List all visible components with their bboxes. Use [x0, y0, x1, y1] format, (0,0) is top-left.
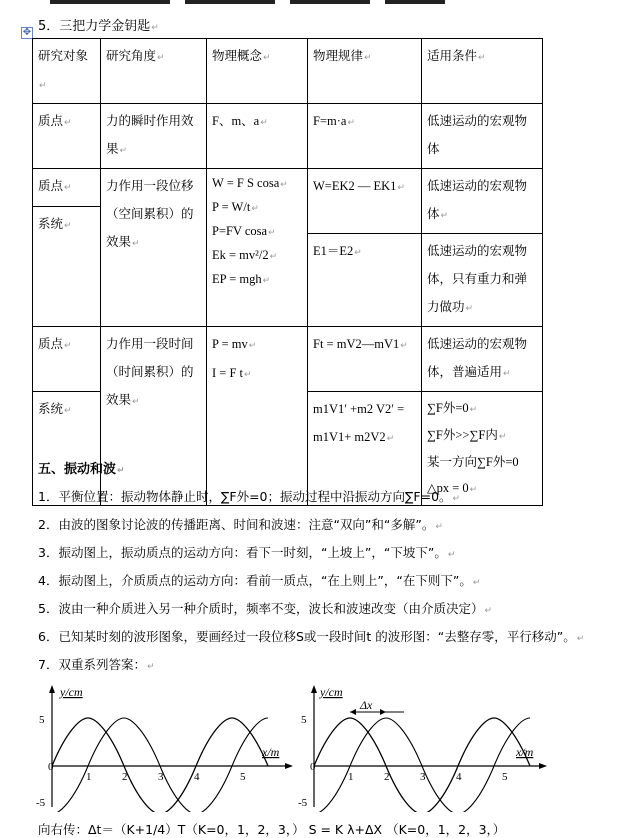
x-tick: 1 [86, 771, 92, 783]
x-axis-arrow-icon [539, 763, 547, 769]
row3-object-b: 系统↵ [33, 392, 101, 506]
delta-arrow-left-icon [350, 709, 356, 715]
row3-condition-a: 低速运动的宏观物体，普遍适用↵ [422, 327, 543, 392]
row1-angle: 力的瞬时作用效果↵ [101, 104, 207, 169]
x-tick: 2 [122, 771, 128, 783]
row3-law-a: Ft = mV2—mV1↵ [308, 327, 422, 392]
bottom-formula-line: 向右传：Δt＝（K+1/4）T（K=0，1，2，3，） S = K λ+ΔX （K=0，1，2，3，） [38, 822, 506, 837]
list-item: 5．波由一种介质进入另一种介质时，频率不变，波长和波速改变（由介质决定）↵ [38, 601, 493, 616]
list-item: 6．已知某时刻的波形图象，要画经过一段位移S或一段时间t 的波形图：“去整存零，平行移动”。↵ [38, 629, 585, 644]
list-item: 3．振动图上，振动质点的运动方向：看下一时刻，“上坡上”，“下坡下”。↵ [38, 545, 456, 560]
table-row [33, 327, 543, 392]
wave-graph-right [292, 682, 552, 812]
x-tick: 3 [158, 771, 164, 783]
row2-condition-b: 低速运动的宏观物体，只有重力和弹力做功↵ [422, 234, 543, 327]
x-tick: 5 [502, 771, 508, 783]
row3-conditions-b: ∑F外=0↵ ∑F外>>∑F内↵ 某一方向∑F外=0 △px = 0↵ [422, 392, 543, 506]
row2-condition-a: 低速运动的宏观物体↵ [422, 169, 543, 234]
list-item: 1．平衡位置：振动物体静止时，∑F外=0；振动过程中沿振动方向∑F=0。↵ [38, 489, 461, 504]
row2-object-b: 系统↵ [33, 207, 101, 327]
wave-shifted [314, 718, 530, 812]
header-law: 物理规律↵ [308, 39, 422, 104]
header-condition: 适用条件↵ [422, 39, 543, 104]
row3-object-a: 质点↵ [33, 327, 101, 392]
wave-shifted [52, 718, 268, 812]
y-axis-label: y/cm [320, 685, 343, 699]
table-row [33, 169, 543, 207]
header-angle: 研究角度↵ [101, 39, 207, 104]
row3-law-b: m1V1′ +m2 V2′ = m1V1+ m2V2↵ [308, 392, 422, 506]
y-axis-arrow-icon [311, 685, 317, 693]
row1-condition: 低速运动的宏观物体 [422, 104, 543, 169]
x-axis-label: x/m [262, 745, 280, 759]
y-tick: 5 [301, 714, 307, 726]
origin-label: 0 [48, 761, 54, 773]
table-row [33, 104, 543, 169]
y-tick: 5 [39, 714, 45, 726]
wave-graph-left [30, 682, 300, 812]
header-object: 研究对象↵ [33, 39, 101, 104]
row2-angle: 力作用一段位移（空间累积）的效果↵ [101, 169, 207, 327]
row3-angle: 力作用一段时间（时间累积）的效果↵ [101, 327, 207, 506]
table-move-handle-icon[interactable]: ✥ [22, 27, 32, 38]
row2-object-a: 质点↵ [33, 169, 101, 207]
list-item: 2．由波的图象讨论波的传播距离、时间和波速：注意“双向”和“多解”。↵ [38, 517, 443, 532]
x-tick: 4 [194, 771, 200, 783]
x-tick: 3 [420, 771, 426, 783]
y-axis-label: y/cm [60, 685, 83, 699]
header-concept: 物理概念↵ [207, 39, 308, 104]
y-axis-arrow-icon [49, 685, 55, 693]
x-tick: 5 [240, 771, 246, 783]
section-title: 五、振动和波↵ [38, 462, 125, 477]
y-tick: -5 [298, 797, 308, 809]
row2-law-a: W=EK2 — EK1↵ [308, 169, 422, 234]
list-item: 7．双重系列答案：↵ [38, 657, 155, 672]
list-item: 4．振动图上，介质质点的运动方向：看前一质点，“在上则上”，“在下则下”。↵ [38, 573, 481, 588]
row2-concepts: W = F S cosa↵ P = W/t↵ P=FV cosa↵ Ek = mv²/2↵ EP = mgh↵ [207, 169, 308, 327]
mechanics-table [32, 38, 543, 506]
row1-concept: F、m、a↵ [207, 104, 308, 169]
origin-label: 0 [310, 761, 316, 773]
delta-arrow-right-icon [380, 709, 386, 715]
row1-law: F=m·a↵ [308, 104, 422, 169]
row3-concepts: P = mv↵ I = F t↵ [207, 327, 308, 506]
x-axis-label: x/m [516, 745, 534, 759]
section5-title: 5．三把力学金钥匙↵ [38, 19, 159, 34]
row2-law-b: E1＝E2↵ [308, 234, 422, 327]
row1-object: 质点↵ [33, 104, 101, 169]
table-header-row [33, 39, 543, 104]
x-tick: 4 [456, 771, 462, 783]
clipped-previous-line [0, 0, 617, 8]
delta-x-label: Δx [360, 698, 373, 712]
y-tick: -5 [36, 797, 46, 809]
x-tick: 1 [348, 771, 354, 783]
x-tick: 2 [384, 771, 390, 783]
